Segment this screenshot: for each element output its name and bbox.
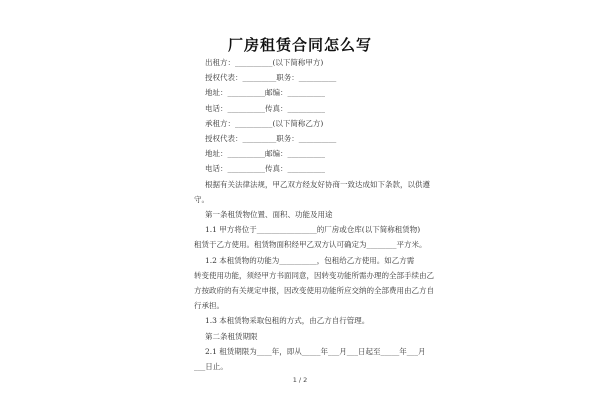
lessee-address-line: 地址：__________邮编：__________ [205,149,325,159]
clause-1-2-line: 1.2 本租赁物的功能为__________，包租给乙方使用。如乙方需 [205,255,415,265]
lessor-address-line: 地址：__________邮编：__________ [205,88,325,98]
clause-1-1-line: 1.1 甲方将位于________________的厂房或仓库(以下简称租赁物) [205,225,421,235]
lessee-phone-line: 电话：__________传真：__________ [205,164,325,174]
clause-1-2-continuation-2: 方按政府的有关规定申报，因改变使用功能所应交纳的全部费用由乙方自 [194,286,434,295]
clause-1-3-line: 1.3 本租赁物采取包租的方式，由乙方自行管理。 [205,316,370,326]
lessee-line: 承租方：__________(以下简称乙方) [205,118,324,128]
page-number: 1 / 2 [292,376,308,384]
clause-1-2-continuation-3: 行承担。 [194,301,224,311]
clause-1-1-continuation: 租赁于乙方使用。租赁物面积经甲乙双方认可确定为________平方米。 [194,240,427,250]
lessor-representative-line: 授权代表：_________职务：__________ [205,73,337,83]
preamble-line: 根据有关法律法规，甲乙双方经友好协商一致达成如下条款，以供遵 [205,179,430,189]
article-1-heading: 第一条租赁物位置、面积、功能及用途 [205,210,333,219]
lessor-phone-line: 电话：__________传真：__________ [205,103,325,113]
lessee-representative-line: 授权代表：_________职务：__________ [205,134,337,143]
clause-1-2-continuation-1: 转变使用功能，须经甲方书面同意，因转变功能所需办理的全部手续由乙 [194,270,434,280]
document-title: 厂房租赁合同怎么写 [227,36,372,54]
clause-2-1-line: 2.1 租赁期限为____年，即从_____年___月___日起至_____年___月 [205,346,426,356]
clause-2-1-continuation: ___日止。 [194,362,228,371]
preamble-continuation: 守。 [194,194,209,204]
article-2-heading: 第二条租赁期限 [205,331,258,341]
lessor-line: 出租方：__________(以下简称甲方) [205,58,324,67]
